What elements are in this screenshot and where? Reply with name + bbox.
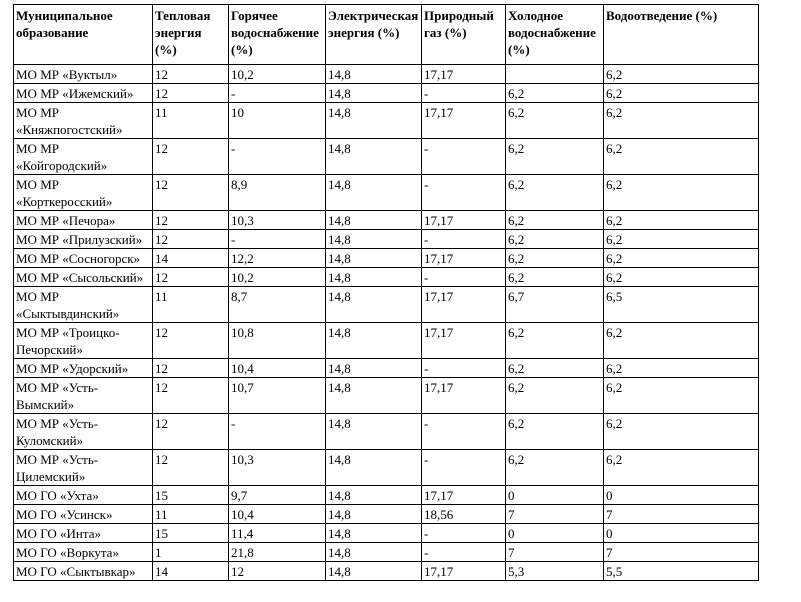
table-row xyxy=(14,249,759,268)
cell-heat-energy: 12 xyxy=(153,65,229,84)
cell-municipality: МО МР «Печора» xyxy=(14,211,153,230)
cell-hot-water: - xyxy=(229,230,326,249)
table-row xyxy=(14,450,759,486)
cell-municipality: МО МР «Троицко-Печорский» xyxy=(14,323,153,359)
table-row xyxy=(14,543,759,562)
cell-municipality: МО МР «Сыктывдинский» xyxy=(14,287,153,323)
cell-sewerage: 6,2 xyxy=(604,139,759,175)
table-body xyxy=(14,65,759,581)
cell-heat-energy: 12 xyxy=(153,378,229,414)
table-row xyxy=(14,414,759,450)
cell-sewerage: 6,2 xyxy=(604,84,759,103)
cell-natural-gas: 17,17 xyxy=(422,562,506,581)
table-row xyxy=(14,323,759,359)
cell-hot-water: 21,8 xyxy=(229,543,326,562)
tariff-table xyxy=(13,4,759,581)
cell-electric-energy: 14,8 xyxy=(326,323,422,359)
cell-hot-water: 10,4 xyxy=(229,359,326,378)
cell-sewerage: 6,2 xyxy=(604,211,759,230)
cell-cold-water: 0 xyxy=(506,486,604,505)
cell-electric-energy: 14,8 xyxy=(326,359,422,378)
cell-municipality: МО МР «Корткеросский» xyxy=(14,175,153,211)
cut-off-text-top xyxy=(0,0,801,3)
cell-sewerage: 6,2 xyxy=(604,230,759,249)
cell-cold-water: 0 xyxy=(506,524,604,543)
cell-hot-water: - xyxy=(229,139,326,175)
header-sewerage: Водоотведение (%) xyxy=(604,5,759,65)
cell-sewerage: 0 xyxy=(604,524,759,543)
header-natural-gas: Природный газ (%) xyxy=(422,5,506,65)
cell-electric-energy: 14,8 xyxy=(326,414,422,450)
cell-sewerage: 6,2 xyxy=(604,249,759,268)
cell-heat-energy: 12 xyxy=(153,230,229,249)
table-row xyxy=(14,230,759,249)
header-municipality: Муниципальное образование xyxy=(14,5,153,65)
table-row xyxy=(14,287,759,323)
table-row xyxy=(14,103,759,139)
cell-electric-energy: 14,8 xyxy=(326,287,422,323)
cell-cold-water: 6,2 xyxy=(506,139,604,175)
cell-cold-water: 6,2 xyxy=(506,175,604,211)
cell-heat-energy: 12 xyxy=(153,450,229,486)
cell-municipality: МО МР «Удорский» xyxy=(14,359,153,378)
cell-natural-gas: 17,17 xyxy=(422,323,506,359)
cell-municipality: МО МР «Прилузский» xyxy=(14,230,153,249)
cell-natural-gas: 17,17 xyxy=(422,65,506,84)
cell-electric-energy: 14,8 xyxy=(326,139,422,175)
cell-sewerage: 6,5 xyxy=(604,287,759,323)
cell-hot-water: 10 xyxy=(229,103,326,139)
cell-heat-energy: 11 xyxy=(153,103,229,139)
table-row xyxy=(14,486,759,505)
table-row xyxy=(14,378,759,414)
cell-heat-energy: 15 xyxy=(153,486,229,505)
header-cold-water: Холодное водоснабжение (%) xyxy=(506,5,604,65)
cell-electric-energy: 14,8 xyxy=(326,65,422,84)
cell-hot-water: 9,7 xyxy=(229,486,326,505)
cell-natural-gas: 17,17 xyxy=(422,378,506,414)
cell-sewerage: 6,2 xyxy=(604,378,759,414)
cell-electric-energy: 14,8 xyxy=(326,103,422,139)
cell-electric-energy: 14,8 xyxy=(326,524,422,543)
cell-sewerage: 6,2 xyxy=(604,323,759,359)
cell-heat-energy: 11 xyxy=(153,287,229,323)
cell-municipality: МО ГО «Ухта» xyxy=(14,486,153,505)
header-heat-energy: Тепловая энергия (%) xyxy=(153,5,229,65)
cell-hot-water: - xyxy=(229,414,326,450)
cell-electric-energy: 14,8 xyxy=(326,543,422,562)
cell-electric-energy: 14,8 xyxy=(326,505,422,524)
table-row xyxy=(14,268,759,287)
cell-natural-gas: - xyxy=(422,543,506,562)
cell-municipality: МО ГО «Усинск» xyxy=(14,505,153,524)
cell-natural-gas: 17,17 xyxy=(422,103,506,139)
cell-cold-water: 6,2 xyxy=(506,249,604,268)
cell-sewerage: 6,2 xyxy=(604,359,759,378)
cell-cold-water: 6,2 xyxy=(506,84,604,103)
cell-heat-energy: 12 xyxy=(153,359,229,378)
cell-natural-gas: 17,17 xyxy=(422,211,506,230)
cell-natural-gas: - xyxy=(422,359,506,378)
cell-municipality: МО МР «Усть-Куломский» xyxy=(14,414,153,450)
cell-heat-energy: 12 xyxy=(153,414,229,450)
cell-natural-gas: 17,17 xyxy=(422,486,506,505)
cell-hot-water: 10,2 xyxy=(229,268,326,287)
cell-hot-water: 10,4 xyxy=(229,505,326,524)
cell-sewerage: 5,5 xyxy=(604,562,759,581)
table-row xyxy=(14,505,759,524)
table-row xyxy=(14,562,759,581)
cell-electric-energy: 14,8 xyxy=(326,175,422,211)
cell-hot-water: 12,2 xyxy=(229,249,326,268)
table-row xyxy=(14,359,759,378)
cell-heat-energy: 12 xyxy=(153,268,229,287)
cell-electric-energy: 14,8 xyxy=(326,450,422,486)
cell-cold-water: 6,2 xyxy=(506,268,604,287)
cell-electric-energy: 14,8 xyxy=(326,268,422,287)
cell-hot-water: 10,2 xyxy=(229,65,326,84)
cell-natural-gas: - xyxy=(422,450,506,486)
cell-heat-energy: 15 xyxy=(153,524,229,543)
cell-cold-water: 6,7 xyxy=(506,287,604,323)
cell-natural-gas: - xyxy=(422,268,506,287)
cell-natural-gas: 17,17 xyxy=(422,287,506,323)
cell-natural-gas: - xyxy=(422,524,506,543)
cell-hot-water: 10,7 xyxy=(229,378,326,414)
cell-heat-energy: 14 xyxy=(153,249,229,268)
cell-municipality: МО ГО «Сыктывкар» xyxy=(14,562,153,581)
cell-hot-water: - xyxy=(229,84,326,103)
table-row xyxy=(14,175,759,211)
cell-heat-energy: 1 xyxy=(153,543,229,562)
cell-electric-energy: 14,8 xyxy=(326,486,422,505)
cell-electric-energy: 14,8 xyxy=(326,230,422,249)
cell-electric-energy: 14,8 xyxy=(326,378,422,414)
cell-municipality: МО МР «Койгородский» xyxy=(14,139,153,175)
cell-municipality: МО ГО «Инта» xyxy=(14,524,153,543)
cell-heat-energy: 12 xyxy=(153,323,229,359)
table-row xyxy=(14,139,759,175)
cell-natural-gas: - xyxy=(422,414,506,450)
cell-hot-water: 10,8 xyxy=(229,323,326,359)
cell-heat-energy: 12 xyxy=(153,175,229,211)
cell-electric-energy: 14,8 xyxy=(326,84,422,103)
cell-sewerage: 6,2 xyxy=(604,450,759,486)
cell-natural-gas: - xyxy=(422,139,506,175)
cell-municipality: МО МР «Ижемский» xyxy=(14,84,153,103)
cell-municipality: МО ГО «Воркута» xyxy=(14,543,153,562)
cell-hot-water: 12 xyxy=(229,562,326,581)
cell-sewerage: 6,2 xyxy=(604,268,759,287)
cell-electric-energy: 14,8 xyxy=(326,249,422,268)
cell-natural-gas: - xyxy=(422,84,506,103)
cell-natural-gas: - xyxy=(422,175,506,211)
cell-hot-water: 8,7 xyxy=(229,287,326,323)
table-row xyxy=(14,84,759,103)
cell-cold-water: 6,2 xyxy=(506,230,604,249)
cell-sewerage: 7 xyxy=(604,505,759,524)
cell-hot-water: 11,4 xyxy=(229,524,326,543)
cell-natural-gas: - xyxy=(422,230,506,249)
cell-cold-water xyxy=(506,65,604,84)
cell-heat-energy: 11 xyxy=(153,505,229,524)
cell-natural-gas: 17,17 xyxy=(422,249,506,268)
cell-cold-water: 7 xyxy=(506,543,604,562)
cell-cold-water: 5,3 xyxy=(506,562,604,581)
cell-municipality: МО МР «Усть-Вымский» xyxy=(14,378,153,414)
cell-cold-water: 6,2 xyxy=(506,359,604,378)
table-row xyxy=(14,524,759,543)
cell-heat-energy: 12 xyxy=(153,139,229,175)
cell-natural-gas: 18,56 xyxy=(422,505,506,524)
table-header-row xyxy=(14,5,759,65)
table-row xyxy=(14,65,759,84)
header-electric-energy: Электрическая энергия (%) xyxy=(326,5,422,65)
cell-municipality: МО МР «Княжпогостский» xyxy=(14,103,153,139)
cell-municipality: МО МР «Сосногорск» xyxy=(14,249,153,268)
cell-sewerage: 6,2 xyxy=(604,103,759,139)
cell-cold-water: 6,2 xyxy=(506,103,604,139)
cell-sewerage: 6,2 xyxy=(604,175,759,211)
cell-cold-water: 6,2 xyxy=(506,323,604,359)
cell-sewerage: 6,2 xyxy=(604,414,759,450)
cell-municipality: МО МР «Сысольский» xyxy=(14,268,153,287)
cell-cold-water: 7 xyxy=(506,505,604,524)
cell-municipality: МО МР «Усть-Цилемский» xyxy=(14,450,153,486)
cell-heat-energy: 12 xyxy=(153,84,229,103)
cell-hot-water: 8,9 xyxy=(229,175,326,211)
cell-heat-energy: 14 xyxy=(153,562,229,581)
cell-cold-water: 6,2 xyxy=(506,450,604,486)
cell-heat-energy: 12 xyxy=(153,211,229,230)
cell-cold-water: 6,2 xyxy=(506,211,604,230)
header-hot-water: Горячее водоснабжение (%) xyxy=(229,5,326,65)
cell-cold-water: 6,2 xyxy=(506,378,604,414)
cell-hot-water: 10,3 xyxy=(229,211,326,230)
cell-sewerage: 0 xyxy=(604,486,759,505)
cell-hot-water: 10,3 xyxy=(229,450,326,486)
cell-cold-water: 6,2 xyxy=(506,414,604,450)
cell-sewerage: 6,2 xyxy=(604,65,759,84)
table-row xyxy=(14,211,759,230)
cell-municipality: МО МР «Вуктыл» xyxy=(14,65,153,84)
cell-electric-energy: 14,8 xyxy=(326,562,422,581)
cell-sewerage: 7 xyxy=(604,543,759,562)
cell-electric-energy: 14,8 xyxy=(326,211,422,230)
